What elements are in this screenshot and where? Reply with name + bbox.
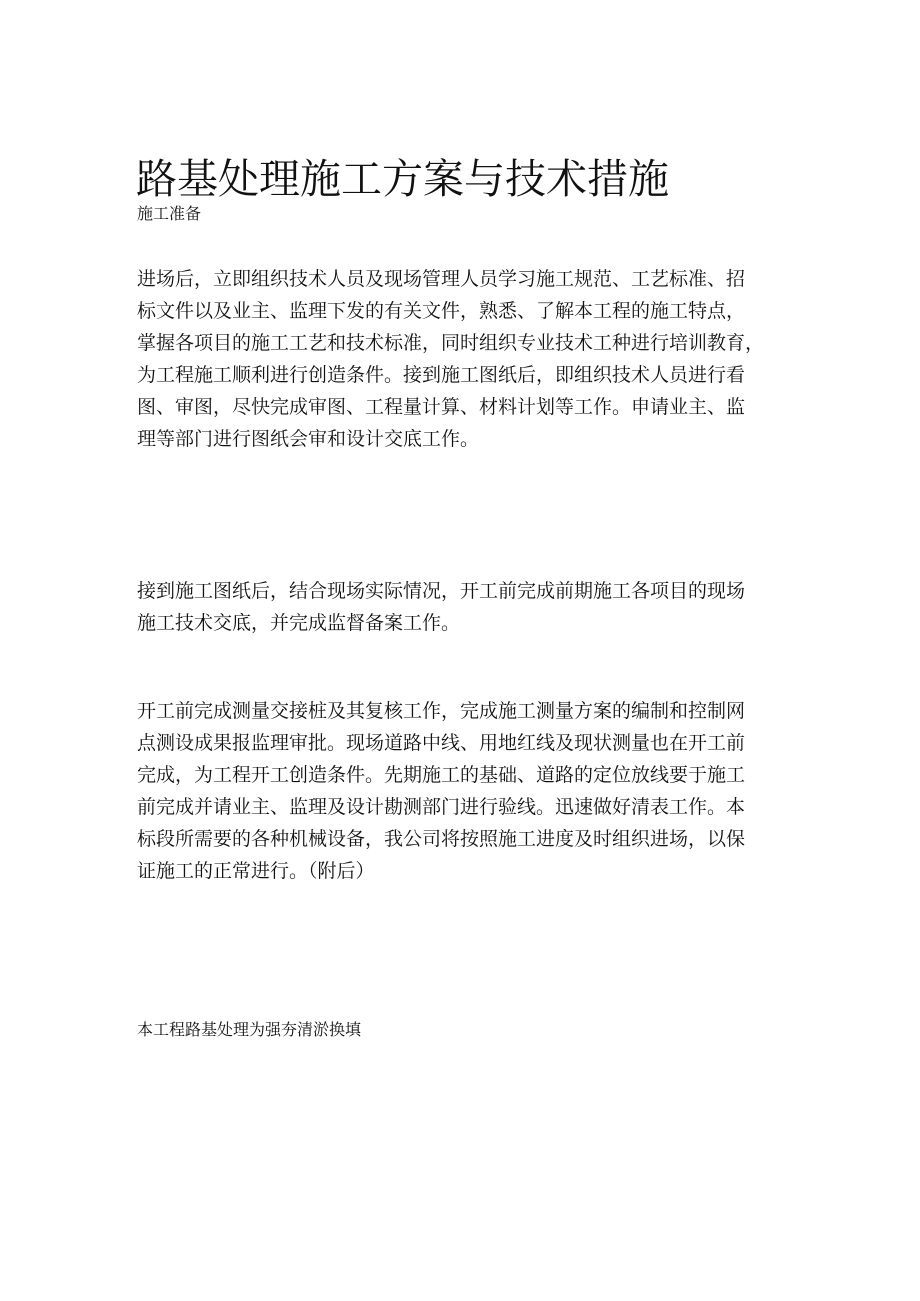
paragraph-line: 施工技术交底，并完成监督备案工作。 [137,612,461,634]
paragraph-line: 理等部门进行图纸会审和设计交底工作。 [137,428,480,450]
paragraph-3 [137,695,795,887]
paragraph-line: 进场后，立即组织技术人员及现场管理人员学习施工规范、工艺标准、招 [137,268,746,290]
paragraph-line: 标段所需要的各种机械设备，我公司将按照施工进度及时组织进场，以保 [137,828,746,850]
paragraph-1 [137,263,795,455]
paragraph-line: 为工程施工顺利进行创造条件。接到施工图纸后，即组织技术人员进行看 [137,364,746,386]
paragraph-line: 开工前完成测量交接桩及其复核工作，完成施工测量方案的编制和控制网 [137,700,746,722]
paragraph-line: 图、审图，尽快完成审图、工程量计算、材料计划等工作。申请业主、监 [137,396,746,418]
paragraph-line: 前完成并请业主、监理及设计勘测部门进行验线。迅速做好清表工作。本 [137,796,746,818]
paragraph-line: 完成，为工程开工创造条件。先期施工的基础、道路的定位放线要于施工 [137,764,746,786]
paragraph-2 [137,575,795,639]
paragraph-line: 掌握各项目的施工工艺和技术标准，同时组织专业技术工种进行培训教育， [137,332,765,354]
paragraph-line: 证施工的正常进行。（附后） [137,860,375,882]
bottom-heading: 本工程路基处理为强夯清淤换填 [137,1020,362,1039]
section-heading: 施工准备 [137,204,202,223]
paragraph-line: 点测设成果报监理审批。现场道路中线、用地红线及现状测量也在开工前 [137,732,746,754]
document-title: 路基处理施工方案与技术措施 [136,155,669,204]
paragraph-line: 标文件以及业主、监理下发的有关文件，熟悉、了解本工程的施工特点， [137,300,746,322]
paragraph-line: 接到施工图纸后，结合现场实际情况，开工前完成前期施工各项目的现场 [137,580,746,602]
